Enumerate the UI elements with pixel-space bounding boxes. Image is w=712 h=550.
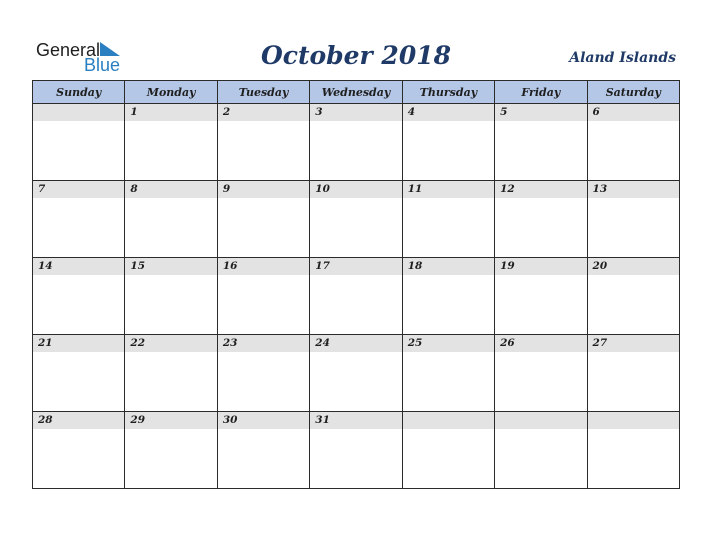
day-cell xyxy=(402,412,494,489)
day-number: 18 xyxy=(403,258,494,275)
weekday-header-friday: Friday xyxy=(495,81,587,104)
logo-word-general: General xyxy=(36,40,101,60)
day-number: 9 xyxy=(218,181,309,198)
day-cell xyxy=(587,412,679,489)
calendar-grid xyxy=(32,80,680,489)
day-number: 20 xyxy=(588,258,679,275)
generalblue-logo xyxy=(36,40,126,74)
weekday-header-saturday: Saturday xyxy=(587,81,679,104)
day-cell xyxy=(402,104,494,181)
day-cell xyxy=(125,335,217,412)
day-cell xyxy=(495,181,587,258)
day-number: 13 xyxy=(588,181,679,198)
day-number: 28 xyxy=(33,412,124,429)
day-number: 24 xyxy=(310,335,401,352)
day-cell xyxy=(495,412,587,489)
logo-word-blue: Blue xyxy=(84,55,121,75)
day-number: 30 xyxy=(218,412,309,429)
day-number: 23 xyxy=(218,335,309,352)
day-number: 1 xyxy=(125,104,216,121)
weekday-header-row xyxy=(33,81,680,104)
day-number xyxy=(403,412,494,429)
day-cell xyxy=(125,412,217,489)
day-cell xyxy=(495,335,587,412)
day-number xyxy=(495,412,586,429)
day-cell xyxy=(587,181,679,258)
day-cell xyxy=(310,412,402,489)
weekday-header-wednesday: Wednesday xyxy=(310,81,402,104)
calendar-title: October 2018 xyxy=(260,41,452,70)
day-cell xyxy=(33,258,125,335)
day-cell xyxy=(125,258,217,335)
week-row xyxy=(33,335,680,412)
day-number: 27 xyxy=(588,335,679,352)
day-cell xyxy=(310,258,402,335)
day-number: 17 xyxy=(310,258,401,275)
day-number: 7 xyxy=(33,181,124,198)
day-cell xyxy=(587,104,679,181)
day-cell xyxy=(587,258,679,335)
day-cell xyxy=(217,335,309,412)
day-cell xyxy=(310,335,402,412)
weekday-header-sunday: Sunday xyxy=(33,81,125,104)
weekday-header-thursday: Thursday xyxy=(402,81,494,104)
day-number: 29 xyxy=(125,412,216,429)
day-number: 21 xyxy=(33,335,124,352)
day-number: 25 xyxy=(403,335,494,352)
day-number xyxy=(33,104,124,121)
week-row xyxy=(33,258,680,335)
day-cell xyxy=(495,104,587,181)
day-number: 11 xyxy=(403,181,494,198)
week-row xyxy=(33,104,680,181)
day-number: 31 xyxy=(310,412,401,429)
day-cell xyxy=(217,258,309,335)
day-number: 2 xyxy=(218,104,309,121)
day-cell xyxy=(33,181,125,258)
day-number: 3 xyxy=(310,104,401,121)
day-cell xyxy=(402,335,494,412)
day-cell xyxy=(402,181,494,258)
day-cell xyxy=(33,412,125,489)
day-number: 10 xyxy=(310,181,401,198)
weekday-header-monday: Monday xyxy=(125,81,217,104)
day-cell xyxy=(310,181,402,258)
day-cell xyxy=(125,104,217,181)
day-number: 8 xyxy=(125,181,216,198)
day-number: 16 xyxy=(218,258,309,275)
day-cell xyxy=(310,104,402,181)
day-number: 12 xyxy=(495,181,586,198)
day-number: 15 xyxy=(125,258,216,275)
day-cell xyxy=(33,335,125,412)
day-cell xyxy=(587,335,679,412)
day-cell xyxy=(217,104,309,181)
weekday-header-tuesday: Tuesday xyxy=(217,81,309,104)
day-cell xyxy=(217,181,309,258)
day-number: 5 xyxy=(495,104,586,121)
day-cell xyxy=(402,258,494,335)
week-row xyxy=(33,181,680,258)
day-cell xyxy=(495,258,587,335)
day-number: 19 xyxy=(495,258,586,275)
day-cell xyxy=(33,104,125,181)
day-number: 22 xyxy=(125,335,216,352)
day-number xyxy=(588,412,679,429)
day-cell xyxy=(125,181,217,258)
day-number: 14 xyxy=(33,258,124,275)
week-row xyxy=(33,412,680,489)
country-name: Aland Islands xyxy=(569,50,676,66)
day-number: 26 xyxy=(495,335,586,352)
day-cell xyxy=(217,412,309,489)
day-number: 4 xyxy=(403,104,494,121)
day-number: 6 xyxy=(588,104,679,121)
